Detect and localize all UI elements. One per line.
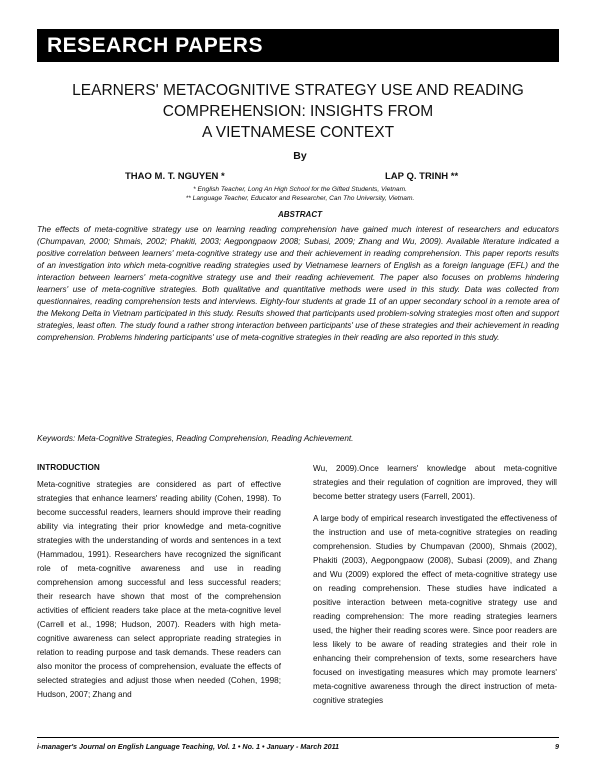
author-1: THAO M. T. NGUYEN * <box>125 171 225 182</box>
keywords: Keywords: Meta-Cognitive Strategies, Reading Comprehension, Reading Achievement. <box>37 434 354 443</box>
introduction-heading: INTRODUCTION <box>37 463 100 472</box>
section-banner: RESEARCH PAPERS <box>37 29 559 62</box>
author-2: LAP Q. TRINH ** <box>385 171 459 182</box>
footer-divider <box>37 737 559 738</box>
abstract-heading: ABSTRACT <box>278 210 322 219</box>
title-line-1: LEARNERS' METACOGNITIVE STRATEGY USE AND READING <box>72 82 524 99</box>
page-number: 9 <box>555 742 559 751</box>
intro-paragraph-3: A large body of empirical research investigated the effectiveness of the instruction and use of meta-cognitive strategies on reading comprehension. Studies by Chumpavan (2000), Shmais (2002), Phakiti (2003), Aegpongpaow (2008), Subasi (2009), and Zhang and Wu (2009) explored the effect of meta-cognitive strategy use on reading comprehension. These studies have indicated a positive interaction between meta-cognitive strategy use and reading comprehension: The more reading strategies learners used, the higher their reading scores were. Since poor readers are less likely to be aware of reading strategies and their role in enhancing their comprehension of texts, some researchers have focused on investigating measures which may promote learners' meta-cognitive awareness through the direct instruction of meta-cognitive strategies <box>313 514 557 705</box>
intro-paragraph-1: Meta-cognitive strategies are considered as part of effective strategies that enhance learners' reading ability (Cohen, 1998). To become successful readers, learners should improve their reading ability via integrating their prior knowledge and meta-cognitive strategies with the understanding of words and sentences in a text (Hammadou, 1991). Researchers have recognized the significant role of meta-cognitive awareness and use in reading comprehension among successful and less successful readers; their research have shown that most of the comprehension activities of efficient readers take place at the meta-cognitive level (Carrell et al., 1998; Hudson, 2007). Readers with high meta-cognitive awareness can select appropriate reading strategies in relation to reading purpose and task demands. These readers can also monitor the process of comprehension, evaluate the effects of selected strategies and adjust those when needed (Cohen, 1998; Hudson, 2007; Zhang and <box>37 480 281 699</box>
affiliation-2: ** Language Teacher, Educator and Researcher, Can Tho University, Vietnam. <box>185 195 415 202</box>
journal-citation: i-manager's Journal on English Language Teaching, Vol. 1 • No. 1 • January - March 2011 <box>37 742 340 751</box>
left-column <box>37 462 281 710</box>
affiliation-1: * English Teacher, Long An High School for the Gifted Students, Vietnam. <box>193 186 407 193</box>
title-line-2: COMPREHENSION: INSIGHTS FROM <box>162 103 434 120</box>
title-line-3: A VIETNAMESE CONTEXT <box>201 124 395 141</box>
right-column <box>313 462 557 716</box>
intro-paragraph-2: Wu, 2009).Once learners' knowledge about meta-cognitive strategies and their regulation of cognition are improved, they will become better strategy users (Farrell, 2001). <box>313 464 557 501</box>
by-line: By <box>293 150 307 162</box>
abstract-text: The effects of meta-cognitive strategy use on learning reading comprehension have gained much interest of researchers and educators (Chumpavan, 2000; Shmais, 2002; Phakiti, 2003; Aegpongpaow 2008; Subasi, 2009; Zhang and Wu, 2009). Available literature indicated a positive correlation between learners' meta-cognitive strategy use and their achievement in reading comprehension. This paper reports results of an investigation into which meta-cognitive reading strategies used by Vietnamese learners of English as a foreign language (EFL) and the interaction between learners' meta-cognitive strategy use and their reading achievement. The paper also focuses on problems hindering learners' use of meta-cognitive strategies. Both qualitative and quantitative methods were used in this study. Data was collected from questionnaires, reading comprehension tests and interviews. Eighty-four students at grade 11 of an upper secondary school in a remote area of the Mekong Delta in Vietnam participated in this study. Results showed that participants used problem-solving strategies most often and support strategies, least often. The study found a rather strong interaction between participants' use of these strategies and their achievement in reading comprehension. Problems hindering participants' use of meta-cognitive strategies in their reading are also reported in this study. <box>37 225 559 342</box>
paper-title <box>37 80 559 143</box>
